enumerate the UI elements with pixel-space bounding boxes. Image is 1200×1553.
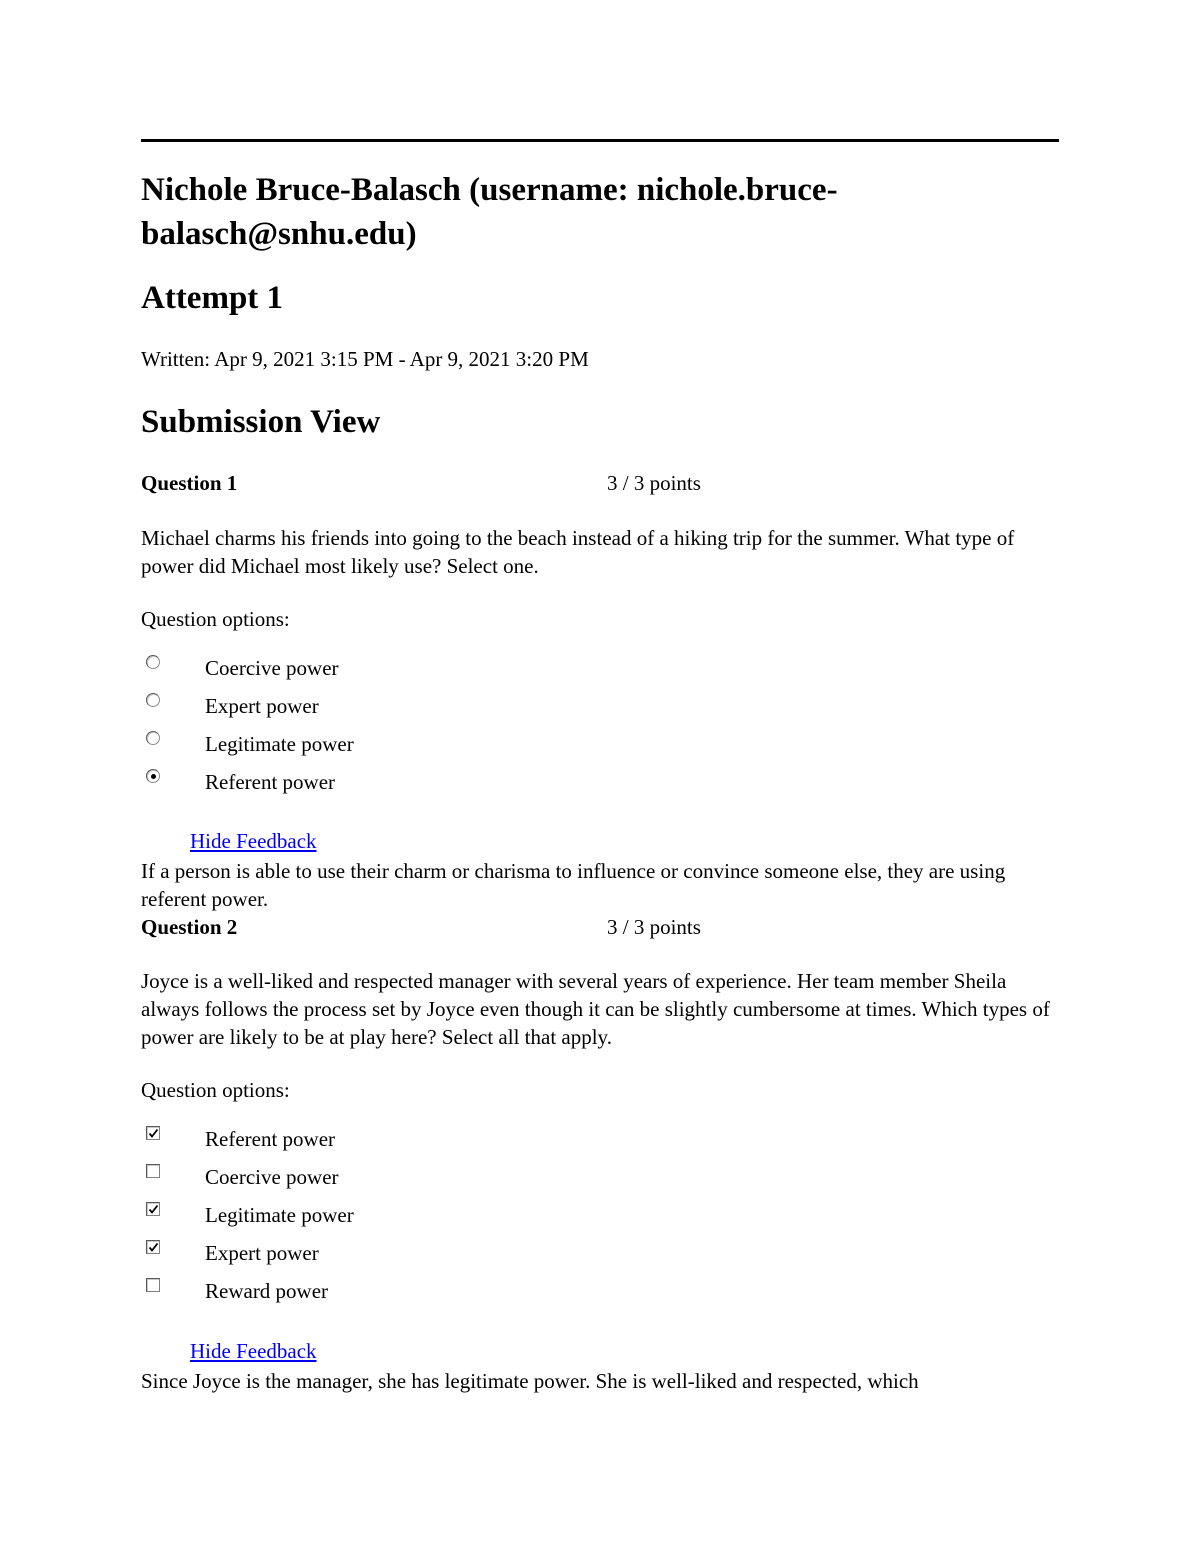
feedback-text: If a person is able to use their charm or charisma to influence or convince someone else, they are using referent power.	[141, 859, 1006, 911]
option-label: Reward power	[205, 1279, 329, 1303]
submission-view-heading: Submission View	[141, 404, 381, 440]
option-coercive-power[interactable]	[141, 1163, 741, 1193]
option-expert-power[interactable]	[141, 692, 741, 722]
option-label: Expert power	[205, 694, 319, 718]
feedback-text: Since Joyce is the manager, she has legitimate power. She is well-liked and respected, which	[141, 1369, 919, 1393]
option-label: Legitimate power	[205, 1203, 354, 1227]
question-points: 3 / 3 points	[607, 471, 701, 495]
question-points: 3 / 3 points	[607, 915, 701, 939]
radio-button[interactable]	[146, 731, 160, 745]
question-text: Joyce is a well-liked and respected manager with several years of experience. Her team member Sheila always follows the process set by Joyce even though it can be slightly cumbersome at times. Which types of power are likely to be at play here? Select all that apply.	[141, 969, 1050, 1049]
option-legitimate-power[interactable]	[141, 1201, 741, 1231]
question-label: Question 2	[141, 915, 238, 939]
hide-feedback-link[interactable]: Hide Feedback	[190, 1339, 317, 1363]
option-label: Expert power	[205, 1241, 319, 1265]
question-text: Michael charms his friends into going to the beach instead of a hiking trip for the summer. What type of power did Michael most likely use? Select one.	[141, 526, 1015, 578]
checkbox[interactable]	[146, 1278, 160, 1292]
option-label: Coercive power	[205, 1165, 339, 1189]
checkmark-icon	[148, 1128, 159, 1139]
checkmark-icon	[148, 1204, 159, 1215]
checkmark-icon	[148, 1242, 159, 1253]
checkbox-checked[interactable]	[146, 1126, 160, 1140]
option-label: Referent power	[205, 770, 336, 794]
option-coercive-power[interactable]	[141, 654, 741, 684]
radio-button[interactable]	[146, 693, 160, 707]
user-heading: Nichole Bruce-Balasch (username: nichole.bruce-balasch@snhu.edu)	[141, 172, 838, 252]
checkbox-checked[interactable]	[146, 1202, 160, 1216]
attempt-heading: Attempt 1	[141, 280, 284, 316]
option-reward-power[interactable]	[141, 1277, 741, 1307]
question-options-label: Question options:	[141, 607, 290, 631]
radio-button[interactable]	[146, 655, 160, 669]
option-label: Legitimate power	[205, 732, 354, 756]
option-expert-power[interactable]	[141, 1239, 741, 1269]
written-timestamp: Written: Apr 9, 2021 3:15 PM - Apr 9, 2021 3:20 PM	[141, 347, 589, 371]
horizontal-rule	[141, 139, 1059, 142]
hide-feedback-link[interactable]: Hide Feedback	[190, 829, 317, 853]
option-label: Coercive power	[205, 656, 339, 680]
question-options-label: Question options:	[141, 1078, 290, 1102]
question-label: Question 1	[141, 471, 238, 495]
radio-button-selected[interactable]	[146, 769, 160, 783]
option-legitimate-power[interactable]	[141, 730, 741, 760]
checkbox-checked[interactable]	[146, 1240, 160, 1254]
checkbox[interactable]	[146, 1164, 160, 1178]
option-referent-power[interactable]	[141, 768, 741, 798]
option-referent-power[interactable]	[141, 1125, 741, 1155]
option-label: Referent power	[205, 1127, 336, 1151]
